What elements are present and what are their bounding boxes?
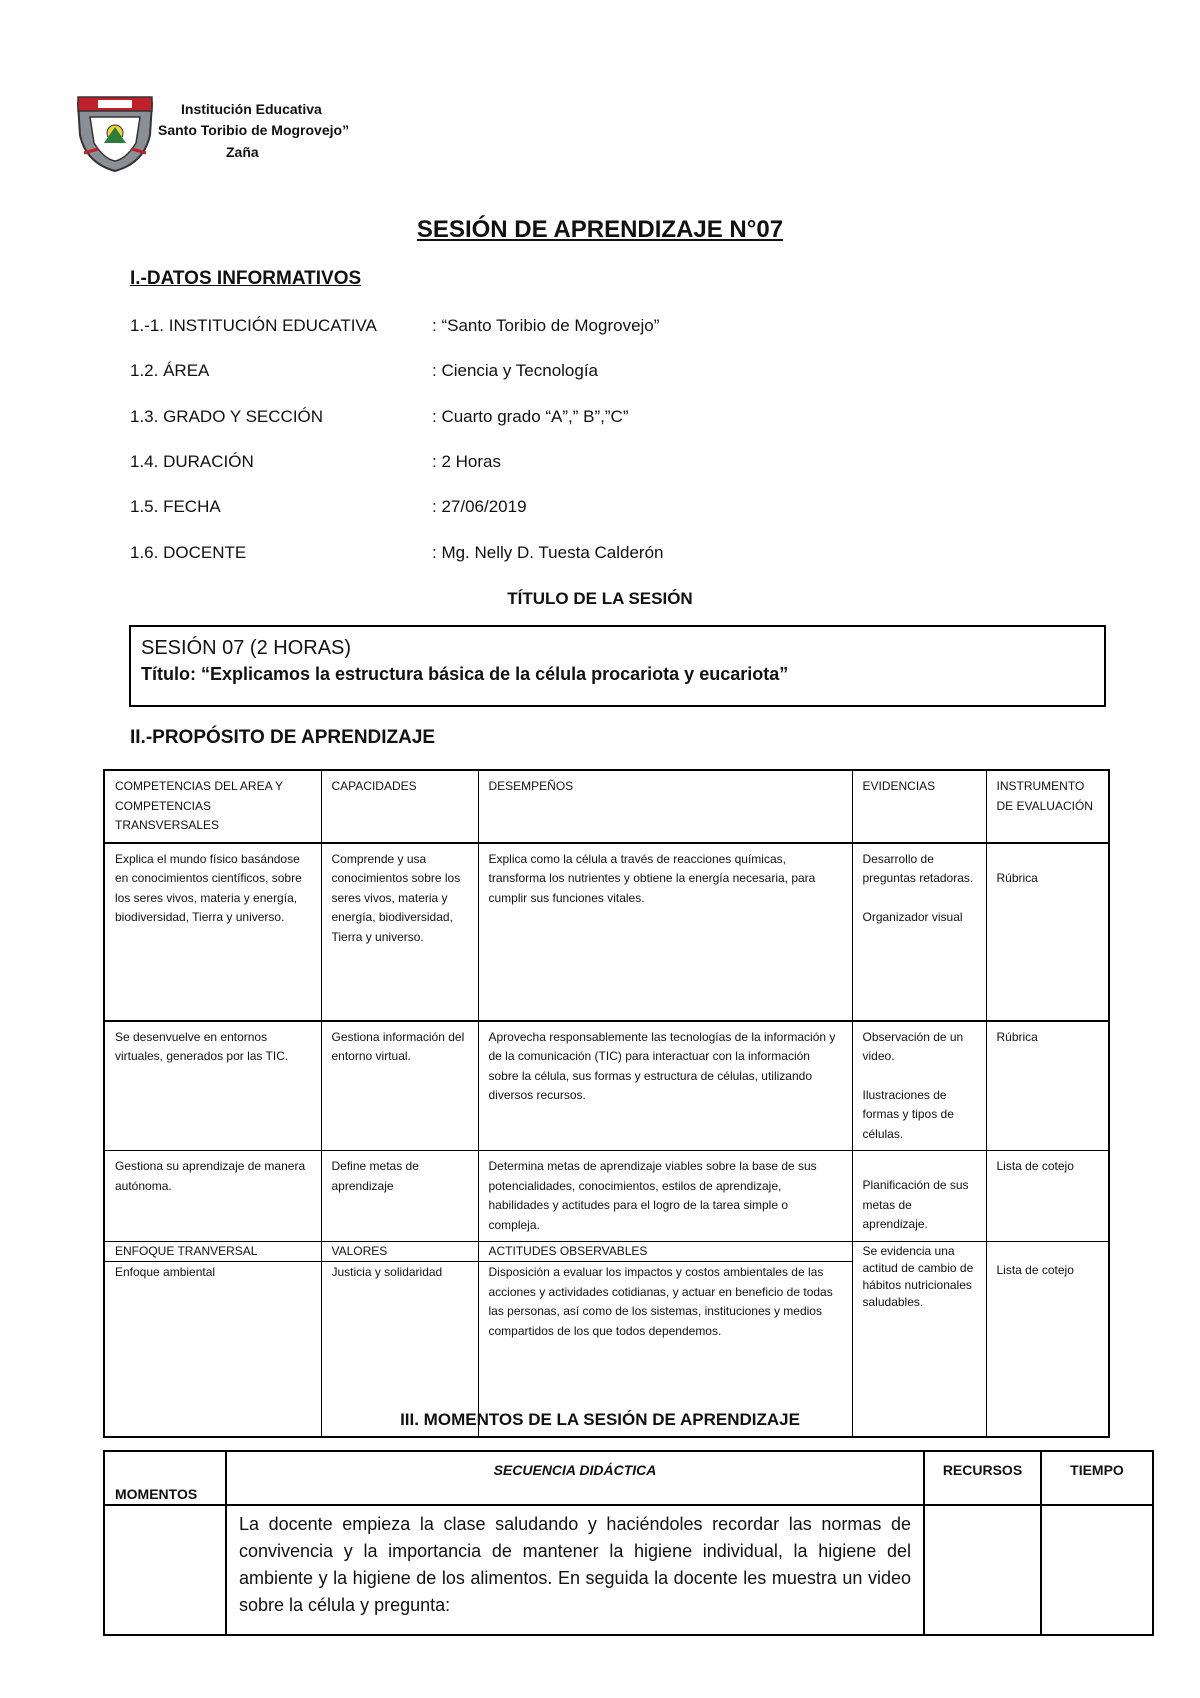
section-1-heading: I.-DATOS INFORMATIVOS bbox=[130, 268, 362, 289]
column-header: COMPETENCIAS DEL AREA Y COMPETENCIAS TRANSVERSALES bbox=[104, 770, 321, 843]
evidencia-text: Organizador visual bbox=[862, 909, 963, 924]
enfoque-cell: Enfoque ambiental bbox=[104, 1262, 321, 1437]
institution-line-2: Santo Toribio de Mogrovejo” bbox=[158, 122, 350, 138]
capacidad-cell: Define metas de aprendizaje bbox=[321, 1151, 478, 1242]
instrumento-text: Rúbrica bbox=[996, 870, 1038, 885]
competencia-cell: Explica el mundo físico basándose en conocimientos científicos, sobre los seres vivos, materia y energía, biodiversidad, Tierra y universo. bbox=[104, 843, 321, 1021]
purpose-table bbox=[103, 769, 1110, 1438]
enfoque-header-row bbox=[104, 1242, 1109, 1262]
evidencia-cell bbox=[852, 843, 986, 1021]
info-label: 1.5. FECHA bbox=[130, 497, 221, 516]
recursos-cell bbox=[924, 1505, 1041, 1635]
institution-line-1: Institución Educativa bbox=[181, 101, 322, 117]
enfoque-header: ENFOQUE TRANVERSAL bbox=[104, 1242, 321, 1262]
info-value: : Cuarto grado “A”,” B”,”C” bbox=[432, 407, 629, 426]
evidencia-text: Ilustraciones de formas y tipos de células. bbox=[862, 1087, 954, 1141]
competencia-cell: Gestiona su aprendizaje de manera autónoma. bbox=[104, 1151, 321, 1242]
table-row bbox=[104, 1505, 1153, 1635]
instrumento-cell bbox=[986, 843, 1109, 1021]
info-value: : “Santo Toribio de Mogrovejo” bbox=[432, 316, 660, 335]
info-value: : Ciencia y Tecnología bbox=[432, 361, 599, 380]
info-label: 1.3. GRADO Y SECCIÓN bbox=[130, 407, 324, 426]
instrumento-cell: Lista de cotejo bbox=[986, 1151, 1109, 1242]
session-topic: Título: “Explicamos la estructura básica de la célula procariota y eucariota” bbox=[141, 664, 789, 684]
table-header-row bbox=[104, 1451, 1153, 1505]
session-title-heading: TÍTULO DE LA SESIÓN bbox=[507, 589, 693, 608]
evidencia-text: Planificación de sus metas de aprendizaje. bbox=[862, 1178, 969, 1231]
info-row bbox=[130, 407, 629, 427]
instrumento-cell: Rúbrica bbox=[986, 1021, 1109, 1151]
info-value: : Mg. Nelly D. Tuesta Calderón bbox=[432, 543, 664, 562]
column-header: DESEMPEÑOS bbox=[478, 770, 852, 843]
info-label: 1.-1. INSTITUCIÓN EDUCATIVA bbox=[130, 316, 377, 335]
info-label: 1.4. DURACIÓN bbox=[130, 452, 254, 471]
evidencia-cell bbox=[852, 1021, 986, 1151]
section-3-heading: III. MOMENTOS DE LA SESIÓN DE APRENDIZAJE bbox=[400, 1410, 800, 1429]
info-value: : 27/06/2019 bbox=[432, 497, 527, 516]
desempeno-cell: Determina metas de aprendizaje viables sobre la base de sus potencialidades, conocimientos, estilos de aprendizaje, habilidades y actitudes para el logro de la tarea simple o compleja. bbox=[478, 1151, 852, 1242]
tiempo-cell bbox=[1041, 1505, 1153, 1635]
secuencia-cell: La docente empieza la clase saludando y haciéndoles recordar las normas de convivencia y la importancia de mantener la higiene individual, la higiene del ambiente y la higiene de los alimentos. En seguida la docente les muestra un video sobre la célula y pregunta: bbox=[226, 1505, 924, 1635]
actitudes-cell: Disposición a evaluar los impactos y costos ambientales de las acciones y actividades cotidianas, y actuar en beneficio de todas las personas, así como de los sistemas, instituciones y medios compartidos de los que todos dependemos. bbox=[478, 1262, 852, 1437]
evidencia-text: Desarrollo de preguntas retadoras. bbox=[862, 851, 974, 885]
info-row bbox=[130, 361, 598, 381]
info-value: : 2 Horas bbox=[432, 452, 501, 471]
info-row bbox=[130, 452, 501, 472]
evidencia-text: Observación de un video. bbox=[862, 1029, 964, 1063]
info-label: 1.6. DOCENTE bbox=[130, 543, 247, 562]
secuencia-header: SECUENCIA DIDÁCTICA bbox=[226, 1451, 924, 1505]
session-title-box bbox=[129, 625, 1106, 707]
info-label: 1.2. ÁREA bbox=[130, 361, 210, 380]
table-row bbox=[104, 843, 1109, 1021]
table-row bbox=[104, 1021, 1109, 1151]
evidencia-cell bbox=[852, 1151, 986, 1242]
table-row bbox=[104, 1151, 1109, 1242]
competencia-cell: Se desenvuelve en entornos virtuales, generados por las TIC. bbox=[104, 1021, 321, 1151]
institution-line-3: Zaña bbox=[226, 144, 259, 160]
actitudes-header: ACTITUDES OBSERVABLES bbox=[478, 1242, 852, 1262]
valores-cell: Justicia y solidaridad bbox=[321, 1262, 478, 1437]
recursos-header: RECURSOS bbox=[924, 1451, 1041, 1505]
info-row bbox=[130, 316, 659, 336]
capacidad-cell: Comprende y usa conocimientos sobre los seres vivos, materia y energía, biodiversidad, Tierra y universo. bbox=[321, 843, 478, 1021]
info-row bbox=[130, 543, 663, 563]
school-crest-logo bbox=[74, 93, 156, 173]
instrumento-text: Lista de cotejo bbox=[996, 1263, 1074, 1277]
valores-header: VALORES bbox=[321, 1242, 478, 1262]
tiempo-header: TIEMPO bbox=[1041, 1451, 1153, 1505]
momentos-header: MOMENTOS bbox=[104, 1451, 226, 1505]
page-title: SESIÓN DE APRENDIZAJE N°07 bbox=[416, 216, 784, 243]
instrumento-cell bbox=[986, 1242, 1109, 1437]
capacidad-cell: Gestiona información del entorno virtual. bbox=[321, 1021, 478, 1151]
column-header: INSTRUMENTO DE EVALUACIÓN bbox=[986, 770, 1109, 843]
column-header: EVIDENCIAS bbox=[852, 770, 986, 843]
section-2-heading: II.-PROPÓSITO DE APRENDIZAJE bbox=[130, 727, 436, 748]
moments-table bbox=[103, 1450, 1154, 1636]
session-number: SESIÓN 07 (2 HORAS) bbox=[141, 637, 352, 659]
desempeno-cell: Explica como la célula a través de reacciones químicas, transforma los nutrientes y obtiene la energía necesaria, para cumplir sus funciones vitales. bbox=[478, 843, 852, 1021]
desempeno-cell: Aprovecha responsablemente las tecnologías de la información y de la comunicación (TIC) para interactuar con la información sobre la célula, sus formas y estructura de células, utilizando diversos recursos. bbox=[478, 1021, 852, 1151]
evidencia-cell: Se evidencia una actitud de cambio de hábitos nutricionales saludables. bbox=[852, 1242, 986, 1437]
momento-cell bbox=[104, 1505, 226, 1635]
table-header-row bbox=[104, 770, 1109, 843]
info-row bbox=[130, 497, 527, 517]
column-header: CAPACIDADES bbox=[321, 770, 478, 843]
